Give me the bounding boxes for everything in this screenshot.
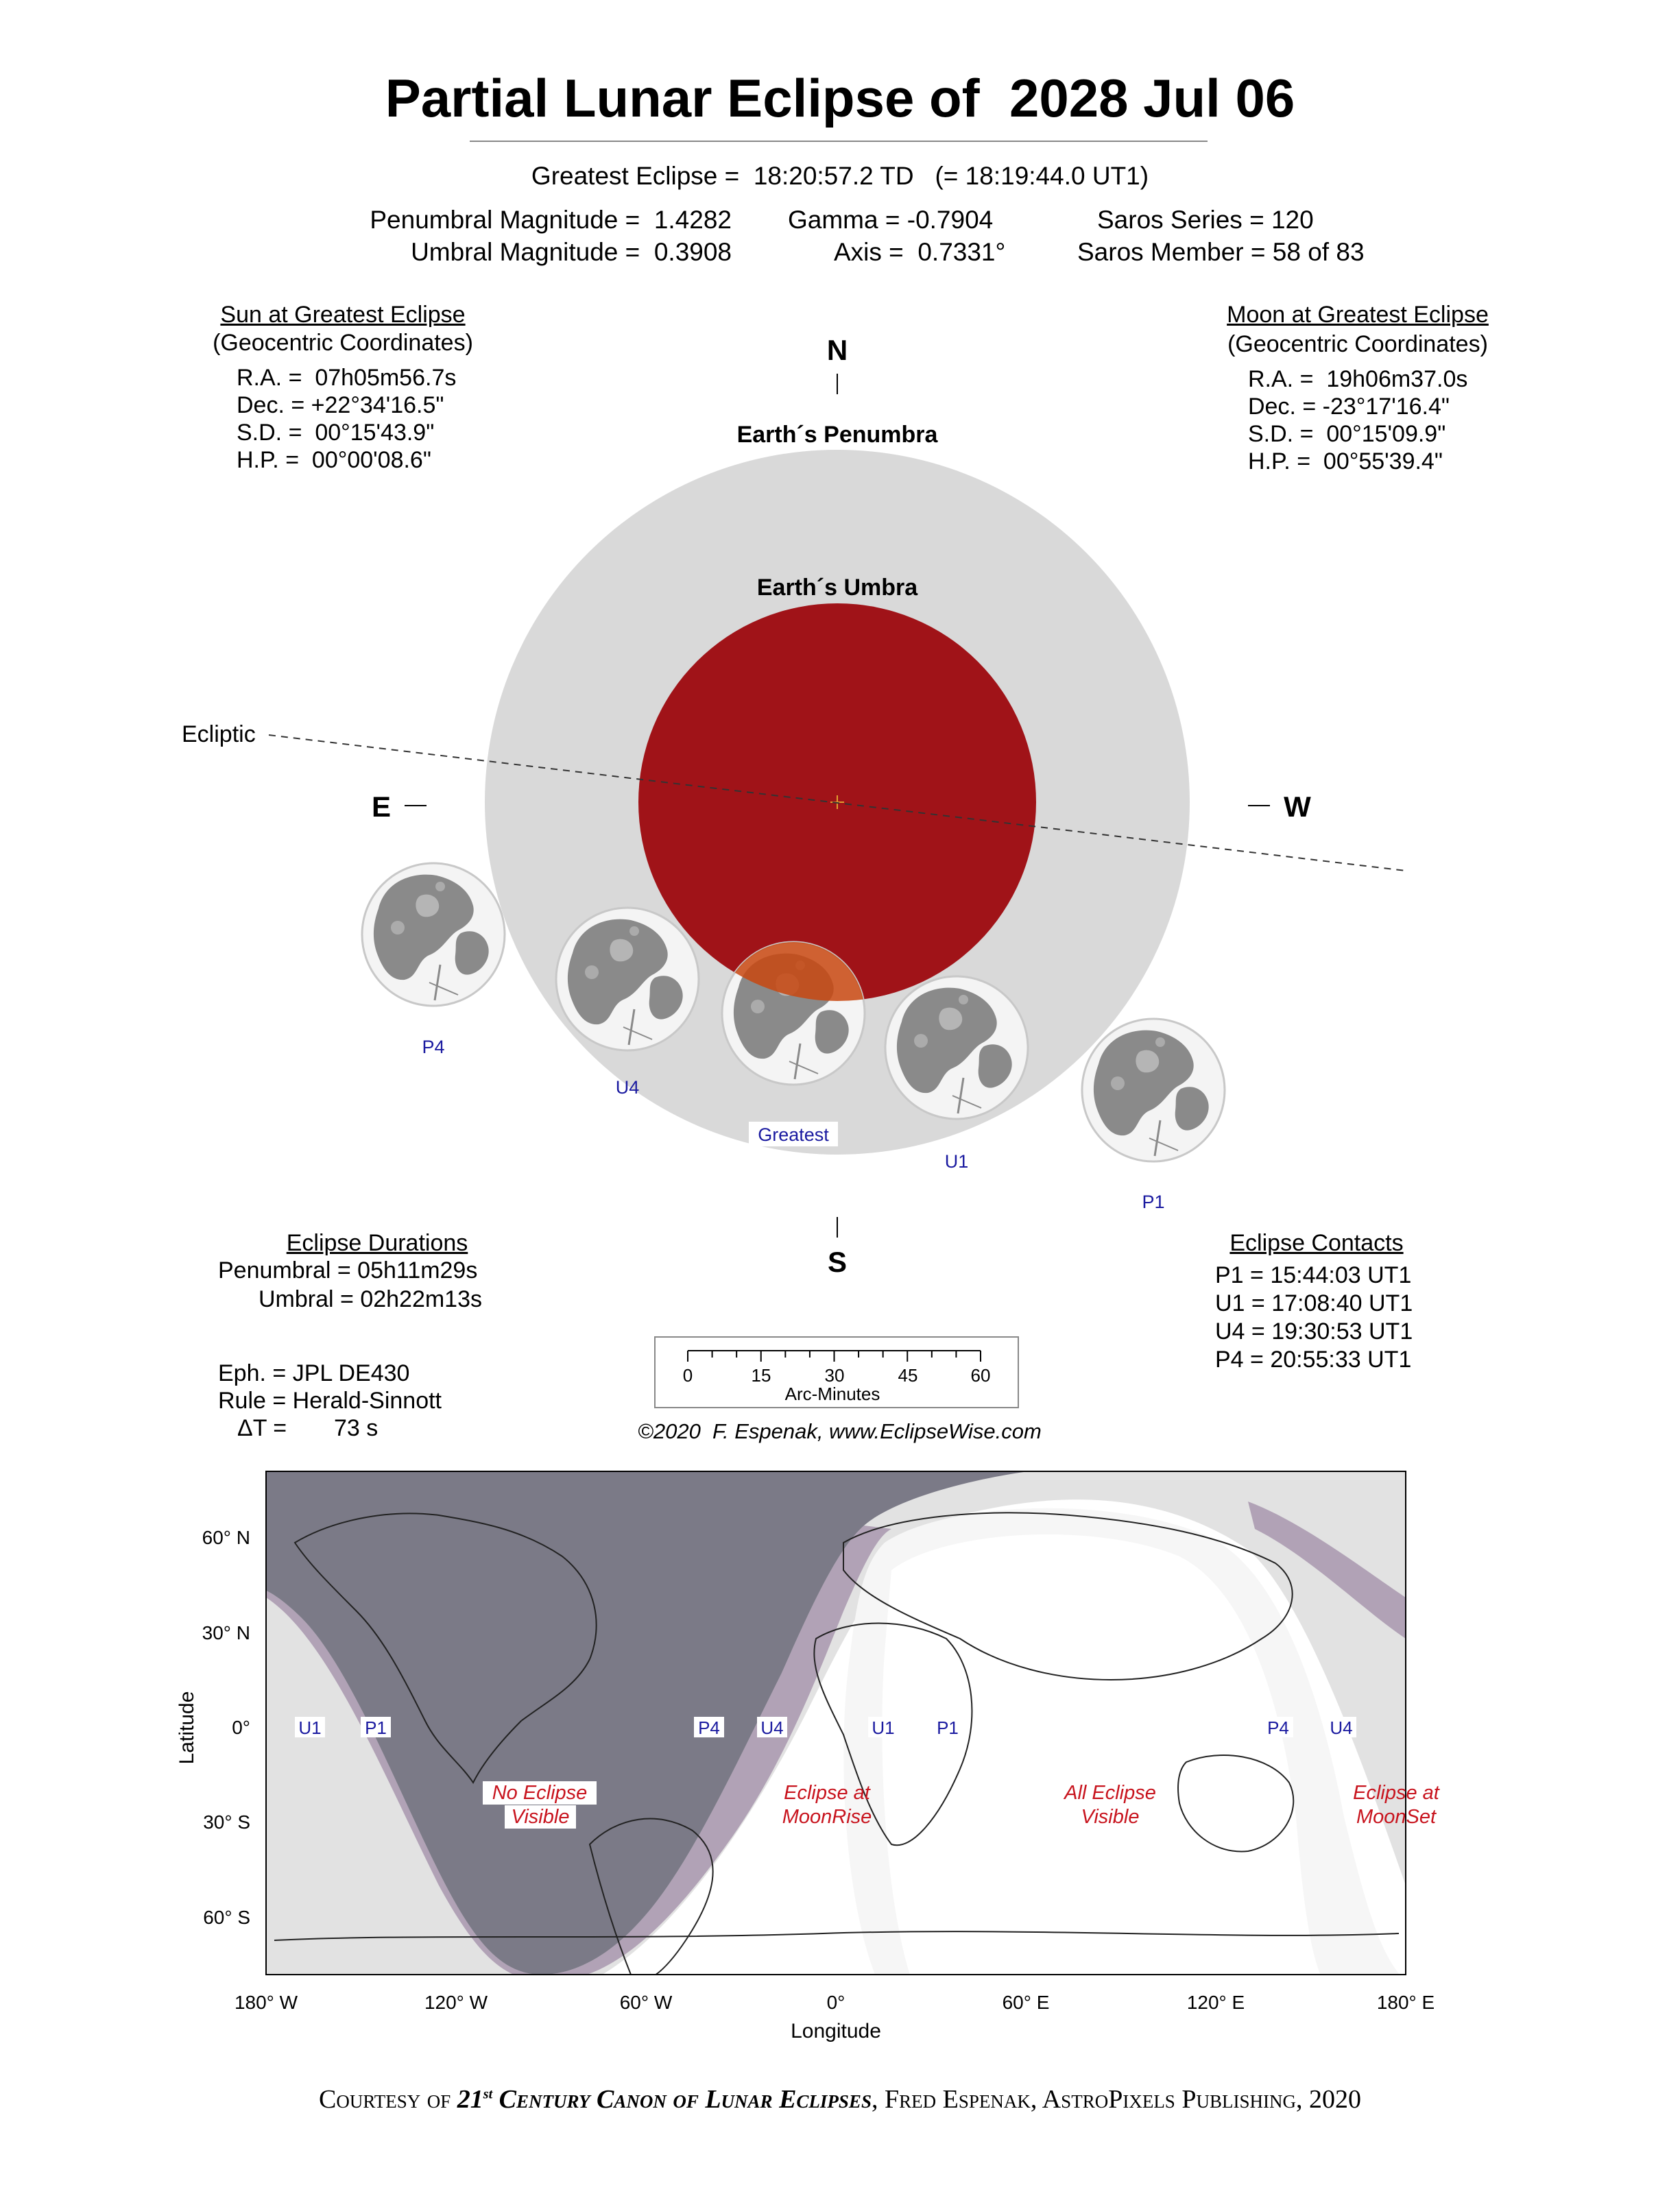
courtesy-num: 21 (457, 2085, 483, 2114)
greatest-eclipse-text: Greatest Eclipse = 18:20:57.2 TD (= 18:19:44.0 UT1) (531, 162, 1149, 190)
moon-label-u4: U4 (615, 1077, 640, 1098)
moon-heading: Moon at Greatest Eclipse (1227, 302, 1489, 328)
delta-t-value: 73 s (334, 1415, 379, 1441)
lon-label-0: 0° (826, 1992, 845, 2013)
contacts-heading: Eclipse Contacts (1229, 1230, 1404, 1256)
scale-tick-label-15: 15 (751, 1365, 771, 1386)
lat-label-60s: 60° S (203, 1907, 250, 1928)
map-contact-p4-east: P4 (1267, 1717, 1289, 1738)
scale-tick-label-45: 45 (898, 1365, 918, 1386)
courtesy-sup: st (483, 2086, 493, 2102)
lon-label-60w: 60° W (619, 1992, 673, 2013)
penumbral-magnitude: Penumbral Magnitude = 1.4282 (370, 206, 732, 234)
map-contact-u4-west: U4 (760, 1717, 784, 1738)
moon-dec: Dec. = -23°17'16.4" (1248, 394, 1450, 420)
scale-tick-label-0: 0 (682, 1365, 693, 1386)
page-title: Partial Lunar Eclipse of 2028 Jul 06 (385, 68, 1295, 128)
south-label: S (827, 1246, 848, 1278)
region-moonrise-line2: MoonRise (782, 1806, 872, 1828)
penumbra-label: Earth´s Penumbra (736, 422, 938, 448)
delta-t-label: ΔT = (237, 1415, 287, 1441)
map-contact-u1-east: U1 (872, 1717, 895, 1738)
visibility-map (0, 1460, 1680, 2064)
region-moonrise-line1: Eclipse at (784, 1782, 870, 1804)
moon-label-greatest: Greatest (758, 1124, 829, 1145)
region-no-eclipse-line1: No Eclipse (492, 1782, 588, 1804)
region-no-eclipse-line2: Visible (511, 1806, 570, 1828)
moon-label-u1: U1 (944, 1151, 969, 1172)
lat-label-0: 0° (232, 1717, 250, 1738)
sun-ra: R.A. = 07h05m56.7s (237, 365, 457, 391)
map-ylabel: Latitude (176, 1691, 198, 1765)
lat-label-30n: 30° N (202, 1622, 250, 1643)
map-contact-p1-west: P1 (365, 1717, 387, 1738)
rule: Rule = Herald-Sinnott (218, 1388, 442, 1414)
map-contact-u1-west: U1 (298, 1717, 322, 1738)
umbral-magnitude: Umbral Magnitude = 0.3908 (411, 238, 732, 266)
east-label: E (371, 791, 392, 823)
contact-p4: P4 = 20:55:33 UT1 (1215, 1347, 1412, 1373)
courtesy-book: Century Canon of Lunar Eclipses (492, 2085, 872, 2114)
moon-ra: R.A. = 19h06m37.0s (1248, 366, 1468, 392)
ecliptic-label: Ecliptic (182, 721, 256, 747)
duration-umbral: Umbral = 02h22m13s (259, 1286, 483, 1312)
contact-u1: U1 = 17:08:40 UT1 (1215, 1290, 1413, 1316)
scale-tick-label-30: 30 (824, 1365, 845, 1386)
moon-u4 (556, 908, 699, 1050)
moon-subheading: (Geocentric Coordinates) (1227, 331, 1488, 357)
moon-label-p4: P4 (422, 1037, 445, 1057)
saros-member: Saros Member = 58 of 83 (1077, 238, 1365, 266)
moon-p1 (1082, 1019, 1225, 1161)
copyright: ©2020 F. Espenak, www.EclipseWise.com (638, 1419, 1042, 1443)
lon-label-180e: 180° E (1376, 1992, 1435, 2013)
lon-label-120w: 120° W (424, 1992, 488, 2013)
scale-tick-label-60: 60 (970, 1365, 991, 1386)
lat-label-30s: 30° S (203, 1811, 250, 1833)
region-moonset-line2: MoonSet (1356, 1806, 1437, 1828)
west-label: W (1284, 791, 1311, 823)
sun-sd: S.D. = 00°15'43.9" (237, 420, 435, 446)
map-contact-p4-west: P4 (698, 1717, 720, 1738)
saros-series: Saros Series = 120 (1097, 206, 1314, 234)
map-contact-p1-east: P1 (937, 1717, 959, 1738)
lon-label-180w: 180° W (234, 1992, 298, 2013)
sun-subheading: (Geocentric Coordinates) (213, 330, 473, 356)
ephemeris: Eph. = JPL DE430 (218, 1360, 410, 1386)
north-label: N (826, 334, 848, 366)
duration-penumbral: Penumbral = 05h11m29s (218, 1257, 478, 1283)
sun-dec: Dec. = +22°34'16.5" (237, 392, 444, 418)
moon-hp: H.P. = 00°55'39.4" (1248, 448, 1443, 474)
scale-label: Arc-Minutes (784, 1384, 880, 1404)
courtesy-suffix: , Fred Espenak, AstroPixels Publishing, 2020 (871, 2085, 1361, 2114)
contact-p1: P1 = 15:44:03 UT1 (1215, 1262, 1412, 1288)
moon-u1 (885, 976, 1028, 1119)
moon-p4 (362, 863, 505, 1006)
umbra-label: Earth´s Umbra (756, 575, 918, 601)
durations-heading: Eclipse Durations (286, 1230, 468, 1256)
contact-u4: U4 = 19:30:53 UT1 (1215, 1318, 1413, 1345)
region-all-line2: Visible (1081, 1806, 1140, 1828)
map-xlabel: Longitude (791, 2020, 881, 2042)
sun-hp: H.P. = 00°00'08.6" (237, 447, 431, 473)
lat-label-60n: 60° N (202, 1527, 250, 1548)
lon-label-60e: 60° E (1002, 1992, 1050, 2013)
region-moonset-line1: Eclipse at (1353, 1782, 1439, 1804)
courtesy-prefix: Courtesy of (319, 2085, 457, 2114)
axis-value: Axis = 0.7331° (834, 238, 1006, 266)
gamma-value: Gamma = -0.7904 (788, 206, 994, 234)
region-all-line1: All Eclipse (1064, 1782, 1156, 1804)
moon-sd: S.D. = 00°15'09.9" (1248, 421, 1446, 447)
courtesy-line (0, 2084, 1680, 2114)
lon-label-120e: 120° E (1186, 1992, 1245, 2013)
sun-heading: Sun at Greatest Eclipse (220, 302, 466, 328)
map-contact-u4-east: U4 (1330, 1717, 1353, 1738)
moon-label-p1: P1 (1142, 1192, 1165, 1212)
